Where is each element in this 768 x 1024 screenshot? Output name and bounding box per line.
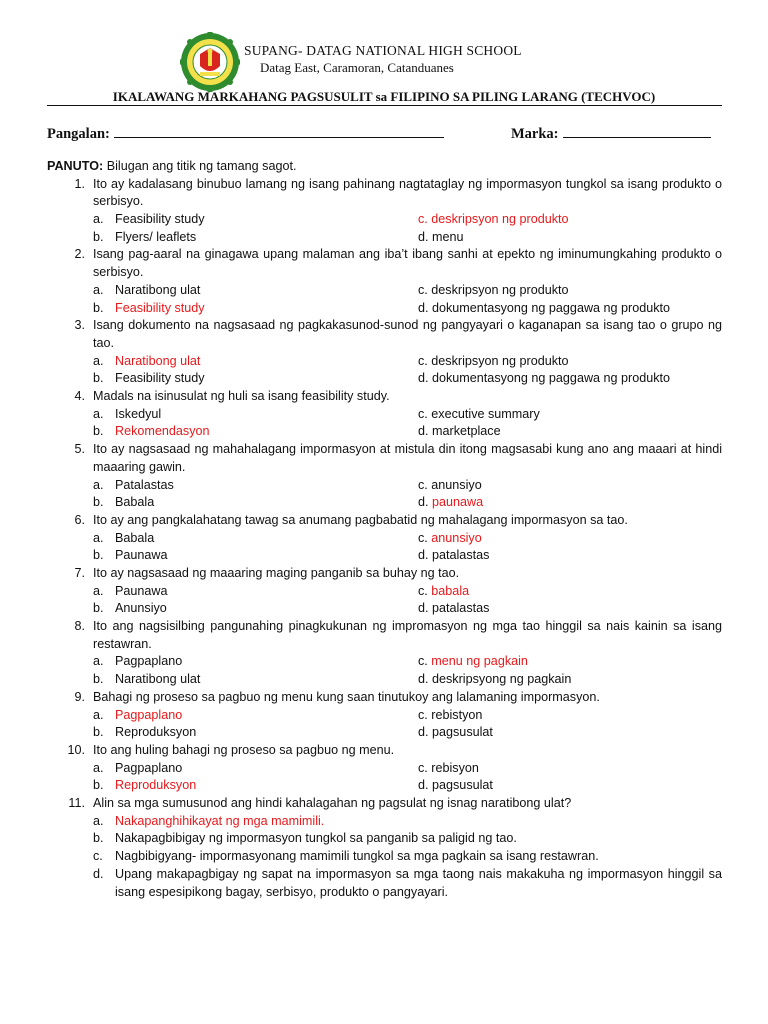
choice-d-answer[interactable]	[418, 494, 483, 512]
question-number: 6.	[74, 512, 85, 527]
choice-row	[47, 583, 722, 601]
choice-row	[47, 406, 722, 424]
choice-letter: c.	[418, 530, 432, 545]
choice-c-answer[interactable]	[418, 653, 528, 671]
choice-c[interactable]: c. rebisyon	[418, 760, 479, 775]
choice-letter: b.	[93, 725, 104, 740]
question-text: Alin sa mga sumusunod ang hindi kahalagahan ng pagsulat ng isnag naratibong ulat?	[93, 796, 572, 810]
question-number: 9.	[74, 689, 85, 704]
question-text: Ito ay nagsasaad ng maaaring maging panganib sa buhay ng tao.	[93, 565, 460, 580]
choice-a[interactable]: Naratibong ulat	[115, 282, 201, 297]
choice-row	[47, 211, 722, 229]
name-field[interactable]	[47, 124, 444, 143]
choice-row	[47, 300, 722, 318]
choice-row	[47, 423, 722, 441]
question-number: 8.	[74, 619, 85, 634]
name-label: Pangalan:	[47, 126, 110, 142]
choice-letter: a.	[93, 212, 104, 227]
question-6	[47, 512, 722, 530]
question-text: Madals na isinusulat ng huli sa isang feasibility study.	[93, 389, 390, 404]
exam-body	[47, 158, 722, 901]
choice-b[interactable]: Flyers/ leaflets	[115, 229, 197, 244]
choice-d[interactable]: d. marketplace	[418, 424, 501, 439]
question-9	[47, 689, 722, 707]
choice-a[interactable]: Paunawa	[115, 583, 168, 598]
choice-b[interactable]	[47, 830, 722, 848]
question-text: Bahagi ng proseso sa pagbuo ng menu kung saan tinutukoy ang lalamaning impormasyon.	[93, 689, 600, 704]
choice-c[interactable]: c. deskripsyon ng produkto	[418, 353, 569, 368]
question-11	[47, 795, 722, 813]
answer-text: menu ng pagkain	[431, 654, 528, 669]
question-number: 11.	[68, 796, 85, 810]
choice-a[interactable]: Patalastas	[115, 477, 174, 492]
choice-letter: a.	[93, 813, 104, 828]
choice-letter: c.	[418, 583, 432, 598]
choice-row	[47, 353, 722, 371]
choice-letter: b.	[93, 831, 104, 846]
question-5	[47, 441, 722, 476]
choice-d[interactable]	[47, 866, 722, 901]
choice-row	[47, 282, 722, 300]
question-number: 2.	[74, 247, 85, 262]
choice-text: Nakapagbibigay ng impormasyon tungkol sa panganib sa paligid ng tao.	[115, 831, 517, 846]
choice-d[interactable]: d. pagsusulat	[418, 725, 493, 740]
choice-d[interactable]: d. patalastas	[418, 548, 490, 563]
choice-row	[47, 547, 722, 565]
question-number: 5.	[74, 442, 85, 457]
score-field[interactable]	[511, 124, 711, 143]
choice-letter: a.	[93, 583, 104, 598]
choice-b-answer[interactable]: Reproduksyon	[115, 778, 197, 793]
choice-letter: b.	[93, 495, 104, 510]
question-number: 4.	[74, 389, 85, 404]
question-text: Ito ay nagsasaad ng mahahalagang impormasyon at mistula din itong magsasabi kung ano ang maaari at hindi maaaring gawin.	[93, 442, 722, 474]
choice-letter: b.	[93, 778, 104, 793]
choice-a-answer[interactable]: Naratibong ulat	[115, 353, 201, 368]
choice-row	[47, 777, 722, 795]
question-3	[47, 317, 722, 352]
choice-letter: c.	[418, 654, 432, 669]
choice-text: Nagbibigyang- impormasyonang mamimili tungkol sa mga pagkain sa isang restawran.	[115, 849, 599, 864]
choice-row	[47, 760, 722, 778]
question-7	[47, 565, 722, 583]
choice-letter: a.	[93, 406, 104, 421]
question-number: 1.	[74, 176, 85, 191]
question-number: 7.	[74, 565, 85, 580]
choice-text: Upang makapagbigay ng sapat na impormasyon sa mga taong nais makakuha ng impormasyon hinggil sa isang espesipikong bagay, serbisyo, produkto o pangyayari.	[115, 866, 722, 899]
question-number: 3.	[74, 318, 85, 333]
choice-row	[47, 370, 722, 388]
instructions-label: PANUTO:	[47, 159, 104, 173]
choice-d[interactable]: d. pagsusulat	[418, 778, 493, 793]
choice-d[interactable]: d. patalastas	[418, 601, 490, 616]
school-name: SUPANG- DATAG NATIONAL HIGH SCHOOL	[244, 43, 522, 58]
choice-row	[47, 671, 722, 689]
question-2	[47, 246, 722, 281]
choice-letter: c.	[93, 849, 103, 864]
choice-a[interactable]: Feasibility study	[115, 212, 205, 227]
choice-letter: a.	[93, 282, 104, 297]
choice-letter: b.	[93, 424, 104, 439]
choice-letter: a.	[93, 353, 104, 368]
choice-letter: a.	[93, 707, 104, 722]
choice-a-answer[interactable]: Pagpaplano	[115, 707, 183, 722]
question-text: Ito ay ang pangkalahatang tawag sa anumang pagbabatid ng mahalagang impormasyon sa tao.	[93, 512, 628, 527]
choice-letter: b.	[93, 229, 104, 244]
choice-b-answer[interactable]: Rekomendasyon	[115, 424, 210, 439]
instructions	[47, 158, 722, 176]
choice-row	[47, 653, 722, 671]
choice-letter: b.	[93, 300, 104, 315]
choice-d[interactable]: d. dokumentasyong ng paggawa ng produkto	[418, 300, 671, 315]
choice-c-answer[interactable]	[418, 530, 482, 548]
school-address: Datag East, Caramoran, Catanduanes	[260, 60, 454, 75]
question-text: Isang pag-aaral na ginagawa upang malaman ang iba’t ibang sanhi at epekto ng iminumungkahing produkto o serbisyo.	[93, 247, 722, 280]
choice-a[interactable]: Pagpaplano	[115, 760, 183, 775]
score-label: Marka:	[511, 126, 559, 142]
choice-d[interactable]: d. dokumentasyong ng paggawa ng produkto	[418, 371, 671, 386]
instructions-text: Bilugan ang titik ng tamang sagot.	[103, 159, 297, 173]
choice-letter: b.	[93, 672, 104, 687]
question-text: Ito ay kadalasang binubuo lamang ng isang pahinang nagtataglay ng impormasyon tungkol sa isang produkto o serbisyo.	[93, 176, 722, 209]
question-text: Ito ang huling bahagi ng proseso sa pagbuo ng menu.	[93, 742, 395, 757]
choice-b[interactable]: Naratibong ulat	[115, 672, 201, 687]
choice-a[interactable]: Iskedyul	[115, 406, 162, 421]
choice-c[interactable]	[47, 848, 722, 866]
choice-letter: b.	[93, 371, 104, 386]
choice-d[interactable]: d. deskripsyong ng pagkain	[418, 672, 572, 687]
choice-b[interactable]: Anunsiyo	[115, 601, 167, 616]
choice-row	[47, 530, 722, 548]
question-4	[47, 388, 722, 406]
question-10	[47, 742, 722, 760]
choice-row	[47, 229, 722, 247]
exam-title: IKALAWANG MARKAHANG PAGSUSULIT sa FILIPINO SA PILING LARANG (TECHVOC)	[112, 89, 656, 104]
choice-c[interactable]: c. anunsiyo	[418, 477, 482, 492]
choice-row	[47, 600, 722, 618]
question-1	[47, 176, 722, 211]
question-text: Ito ang nagsisilbing pangunahing pinagkukunan ng impromasyon ng mga tao hinggil sa nais kainin sa isang restawran.	[93, 619, 722, 651]
score-blank[interactable]	[563, 124, 711, 138]
choice-letter: a.	[93, 760, 104, 775]
choice-row	[47, 707, 722, 725]
choice-letter: b.	[93, 548, 104, 563]
choice-b-answer[interactable]: Feasibility study	[115, 300, 205, 315]
choice-c[interactable]: c. executive summary	[418, 406, 540, 421]
choice-b[interactable]: Paunawa	[115, 548, 168, 563]
question-text: Isang dokumento na nagsasaad ng pagkakasunod-sunod ng pangyayari o kaganapan sa isang tao o grupo ng tao.	[93, 318, 722, 350]
choice-letter: a.	[93, 530, 104, 545]
answer-text: paunawa	[432, 495, 484, 510]
choice-row	[47, 724, 722, 742]
choice-c[interactable]: c. rebistyon	[418, 707, 483, 722]
choice-d[interactable]: d. menu	[418, 229, 464, 244]
choice-c-answer[interactable]: c. deskripsyon ng produkto	[418, 212, 569, 227]
choice-a-answer[interactable]	[47, 813, 722, 831]
question-number: 10.	[67, 742, 85, 757]
choice-b[interactable]: Babala	[115, 495, 155, 510]
choice-row	[47, 494, 722, 512]
choice-b[interactable]: Feasibility study	[115, 371, 205, 386]
name-blank[interactable]	[114, 124, 444, 138]
answer-text: anunsiyo	[431, 530, 482, 545]
school-header	[180, 32, 600, 92]
school-seal-logo	[180, 32, 240, 92]
choice-letter: a.	[93, 654, 104, 669]
answer-text: babala	[431, 583, 470, 598]
choice-letter: b.	[93, 601, 104, 616]
answer-text: Nakapanghihikayat ng mga mamimili.	[115, 813, 325, 828]
choice-letter: d.	[93, 866, 104, 881]
choice-a[interactable]: Babala	[115, 530, 155, 545]
choice-c[interactable]: c. deskripsyon ng produkto	[418, 282, 569, 297]
choice-b[interactable]: Reproduksyon	[115, 725, 197, 740]
choice-c-answer[interactable]	[418, 583, 469, 601]
question-8	[47, 618, 722, 653]
title-divider	[47, 105, 722, 106]
choice-row	[47, 477, 722, 495]
choice-letter: a.	[93, 477, 104, 492]
choice-a[interactable]: Pagpaplano	[115, 654, 183, 669]
choice-letter: d.	[418, 495, 433, 510]
